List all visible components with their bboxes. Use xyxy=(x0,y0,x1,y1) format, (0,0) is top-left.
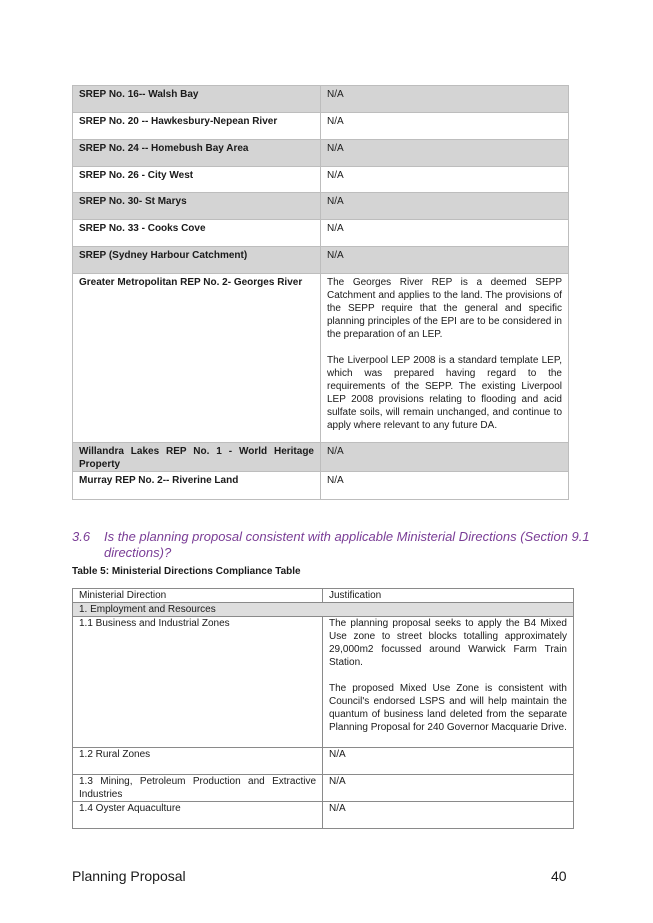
direction-justification xyxy=(323,617,574,748)
srep-label: SREP No. 24 -- Homebush Bay Area xyxy=(73,140,321,167)
table-row xyxy=(73,113,569,140)
group-label: 1. Employment and Resources xyxy=(73,603,574,617)
srep-value: N/A xyxy=(321,220,569,247)
justification-paragraph: The planning proposal seeks to apply the B4 Mixed Use zone to street blocks totalling approximately 29,000m2 focussed around Warwick Farm Train Station. xyxy=(329,618,567,668)
footer-title: Planning Proposal xyxy=(72,868,186,884)
srep-value: N/A xyxy=(321,86,569,113)
table-row xyxy=(73,193,569,220)
table-row xyxy=(73,472,569,500)
table-caption: Table 5: Ministerial Directions Compliance Table xyxy=(72,566,301,577)
direction-value: N/A xyxy=(323,775,574,802)
table-row xyxy=(73,86,569,113)
direction-label: 1.1 Business and Industrial Zones xyxy=(73,617,323,748)
page-number: 40 xyxy=(551,868,567,884)
srep-label: SREP No. 16-- Walsh Bay xyxy=(73,86,321,113)
srep-label: SREP No. 33 - Cooks Cove xyxy=(73,220,321,247)
direction-label: 1.3 Mining, Petroleum Production and Extractive Industries xyxy=(73,775,323,802)
section-number: 3.6 xyxy=(72,529,91,544)
srep-value: N/A xyxy=(321,472,569,500)
srep-value: N/A xyxy=(321,247,569,274)
srep-value: N/A xyxy=(321,113,569,140)
direction-value: N/A xyxy=(323,748,574,775)
direction-label: 1.2 Rural Zones xyxy=(73,748,323,775)
column-header: Ministerial Direction xyxy=(73,589,323,603)
srep-value: N/A xyxy=(321,193,569,220)
table-row xyxy=(73,617,574,748)
direction-value: N/A xyxy=(323,802,574,829)
group-row xyxy=(73,603,574,617)
srep-label: SREP No. 26 - City West xyxy=(73,167,321,193)
justification-paragraph: The proposed Mixed Use Zone is consistent with Council's endorsed LSPS and will help maintain the quantum of business land deleted from the separate Planning Proposal for 240 Governor Macquarie Drive. xyxy=(329,683,567,733)
table-row xyxy=(73,748,574,775)
srep-value: N/A xyxy=(321,167,569,193)
column-header: Justification xyxy=(323,589,574,603)
section-heading xyxy=(72,529,602,561)
table-row xyxy=(73,247,569,274)
table-row xyxy=(73,802,574,829)
table-row xyxy=(73,274,569,443)
table-row xyxy=(73,140,569,167)
srep-label: Murray REP No. 2-- Riverine Land xyxy=(73,472,321,500)
srep-value: N/A xyxy=(321,443,569,472)
direction-label: 1.4 Oyster Aquaculture xyxy=(73,802,323,829)
srep-justification xyxy=(321,274,569,443)
justification-paragraph: The Liverpool LEP 2008 is a standard template LEP, which was prepared having regard to the requirements of the SEPP. The existing Liverpool LEP 2008 provisions relating to flooding and acid sulfate soils, will remain unchanged, and continue to apply where relevant to any future DA. xyxy=(327,355,562,431)
table-row xyxy=(73,775,574,802)
srep-label: Willandra Lakes REP No. 1 - World Heritage Property xyxy=(73,443,321,472)
table-row xyxy=(73,167,569,193)
srep-table xyxy=(72,85,569,500)
srep-label: SREP No. 30- St Marys xyxy=(73,193,321,220)
srep-label: Greater Metropolitan REP No. 2- Georges River xyxy=(73,274,321,443)
table-row xyxy=(73,220,569,247)
srep-value: N/A xyxy=(321,140,569,167)
srep-label: SREP No. 20 -- Hawkesbury-Nepean River xyxy=(73,113,321,140)
table-row xyxy=(73,443,569,472)
section-title: Is the planning proposal consistent with applicable Ministerial Directions (Section 9.1 directions)? xyxy=(104,529,590,560)
justification-paragraph: The Georges River REP is a deemed SEPP Catchment and applies to the land. The provisions of the SEPP require that the general and specific planning principles of the EPI are to be considered in the preparation of an LEP. xyxy=(327,277,562,340)
directions-table xyxy=(72,588,574,829)
srep-label: SREP (Sydney Harbour Catchment) xyxy=(73,247,321,274)
table-header-row xyxy=(73,589,574,603)
